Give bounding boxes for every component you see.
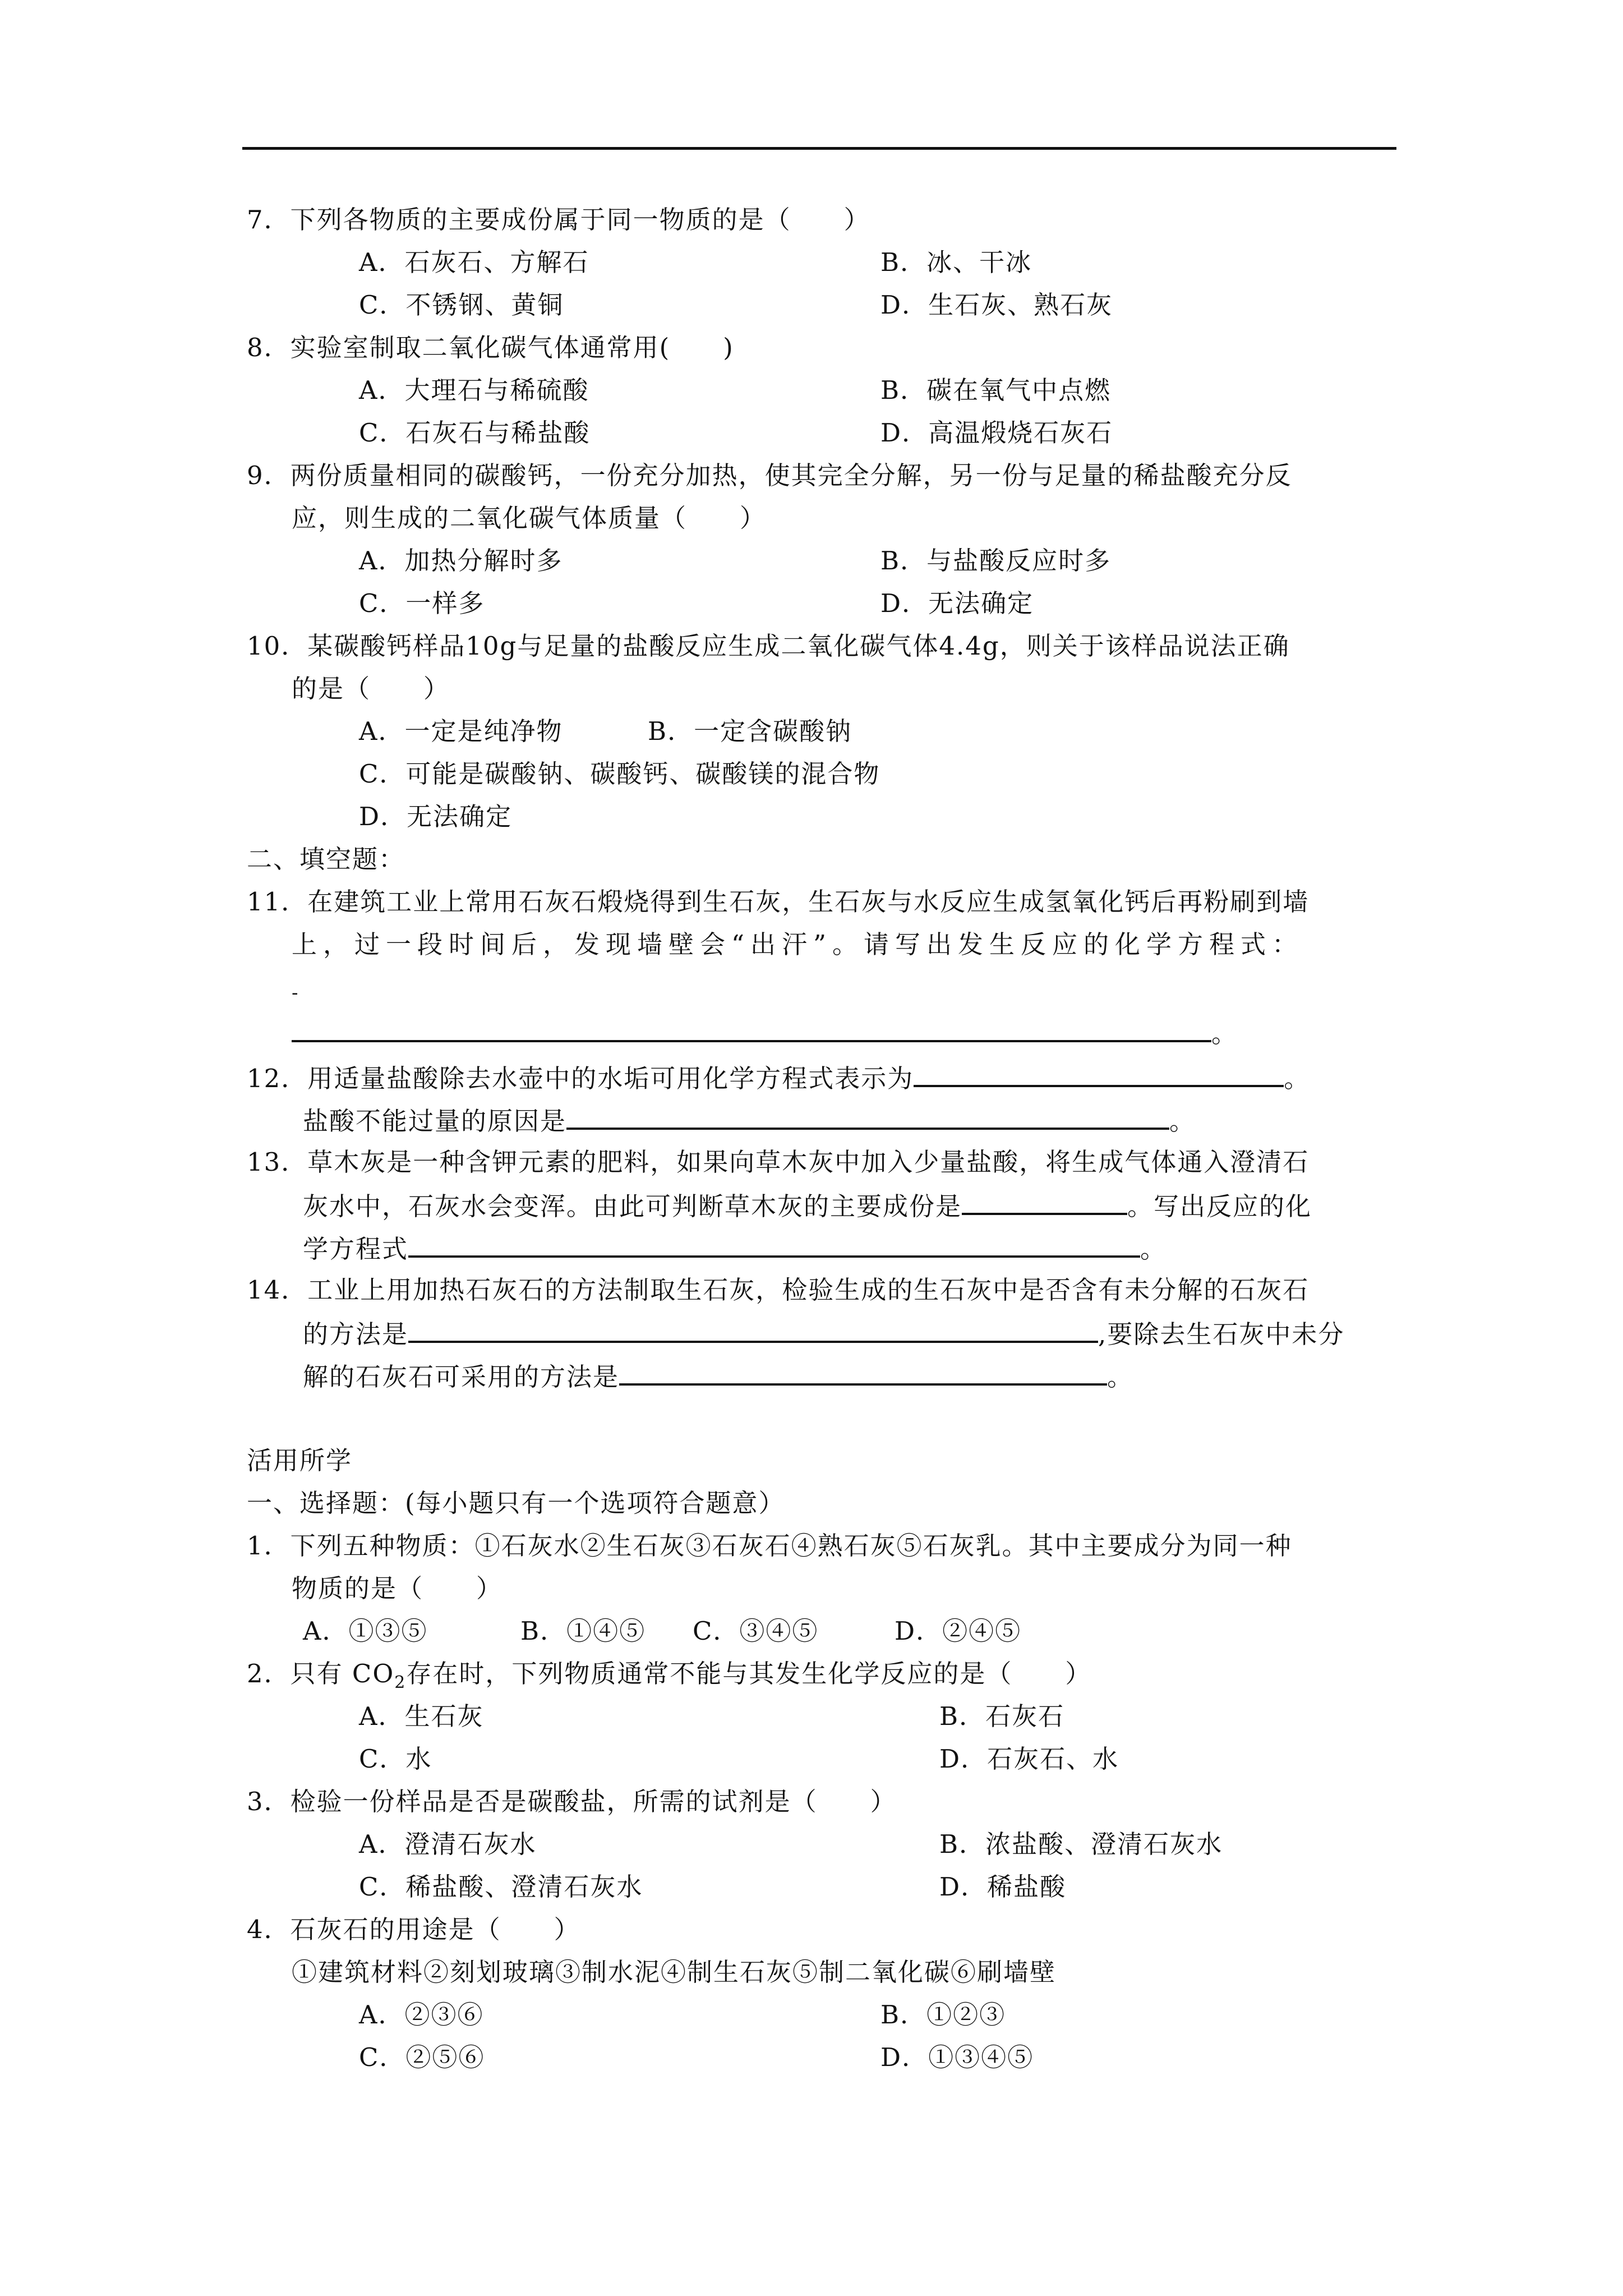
q14-line1: 14．工业上用加热石灰石的方法制取生石灰，检验生成的生石灰中是否含有未分解的石灰石 (247, 1275, 1310, 1305)
q14-text-a: 的方法是 (303, 1319, 409, 1349)
q14-line2 (303, 1316, 1344, 1351)
q11-answer-line (292, 1015, 1238, 1051)
a2-option-b: B．石灰石 (939, 1701, 1065, 1731)
a2-option-a: A．生石灰 (359, 1701, 484, 1731)
a4-items: ①建筑材料②刻划玻璃③制水泥④制生石灰⑤制二氧化碳⑥刷墙壁 (292, 1957, 1057, 1987)
q14-method-blank[interactable] (408, 1316, 1098, 1343)
q10-option-c: C．可能是碳酸钠、碳酸钙、碳酸镁的混合物 (359, 759, 880, 789)
a2-stem-pre: 2．只有 CO (247, 1659, 395, 1688)
q12-answer-blank[interactable] (914, 1060, 1284, 1087)
q10-stem-line1: 10．某碳酸钙样品10g与足量的盐酸反应生成二氧化碳气体4.4g，则关于该样品说法正确 (247, 631, 1290, 661)
q10-option-a: A．一定是纯净物 (359, 716, 563, 746)
a2-stem-post: 存在时，下列物质通常不能与其发生化学反应的是（ ） (406, 1659, 1092, 1688)
a1-line2: 物质的是（ ） (292, 1573, 503, 1603)
q12-reason-blank[interactable] (566, 1103, 1169, 1130)
a3-option-a: A．澄清石灰水 (359, 1829, 537, 1859)
q11-line1: 11．在建筑工业上常用石灰石煅烧得到生石灰，生石灰与水反应生成氢氧化钙后再粉刷到墙 (247, 887, 1310, 917)
q9-stem-line2: 应，则生成的二氧化碳气体质量（ ） (292, 503, 767, 533)
q11-dash: - (292, 982, 299, 1004)
q7-option-c: C．不锈钢、黄铜 (359, 290, 564, 320)
a4-option-d: D．①③④⑤ (880, 2042, 1034, 2072)
a2-stem (247, 1657, 1091, 1700)
a4-option-b: B．①②③ (880, 2000, 1006, 2030)
q13-line3 (303, 1231, 1166, 1266)
a3-option-b: B．浓盐酸、澄清石灰水 (939, 1829, 1223, 1859)
header-rule (242, 147, 1396, 150)
q13-text-a: 灰水中，石灰水会变浑。由此可判断草木灰的主要成份是 (303, 1191, 962, 1221)
a1-option-d: D．②④⑤ (895, 1616, 1022, 1646)
q13-period: 。 (1140, 1234, 1167, 1264)
apply-section-heading: 一、选择题：(每小题只有一个选项符合题意） (247, 1488, 785, 1518)
q12-reason-period: 。 (1169, 1106, 1196, 1136)
q8-option-c: C．石灰石与稀盐酸 (359, 418, 591, 448)
q12-line1 (247, 1060, 1310, 1096)
q8-stem: 8．实验室制取二氧化碳气体通常用( ) (247, 333, 734, 362)
a3-option-d: D．稀盐酸 (939, 1872, 1067, 1902)
q9-option-d: D．无法确定 (880, 588, 1034, 618)
fill-section-heading: 二、填空题： (247, 844, 405, 874)
q7-option-a: A．石灰石、方解石 (359, 247, 589, 277)
q13-equation-blank[interactable] (408, 1231, 1140, 1258)
q14-text-c: 解的石灰石可采用的方法是 (303, 1362, 620, 1392)
q11-answer-blank[interactable] (292, 1015, 1211, 1042)
q10-option-d: D．无法确定 (359, 802, 513, 831)
q8-option-b: B．碳在氧气中点燃 (880, 375, 1112, 405)
q12-reason-text: 盐酸不能过量的原因是 (303, 1106, 567, 1136)
a1-option-a: A．①③⑤ (303, 1616, 428, 1646)
q11-period: 。 (1211, 1019, 1238, 1048)
q7-stem: 7．下列各物质的主要成份属于同一物质的是（ ） (247, 205, 870, 234)
q14-removal-blank[interactable] (619, 1359, 1107, 1386)
q9-stem-line1: 9．两份质量相同的碳酸钙，一份充分加热，使其完全分解，另一份与足量的稀盐酸充分反 (247, 461, 1292, 490)
q10-option-b: B．一定含碳酸钠 (648, 716, 852, 746)
a3-stem: 3．检验一份样品是否是碳酸盐，所需的试剂是（ ） (247, 1787, 897, 1816)
q14-text-b: ,要除去生石灰中未分 (1098, 1319, 1345, 1349)
a4-option-a: A．②③⑥ (359, 2000, 484, 2030)
q7-option-b: B．冰、干冰 (880, 247, 1032, 277)
a1-option-c: C．③④⑤ (693, 1616, 819, 1646)
q12-line2 (303, 1103, 1196, 1138)
q8-option-d: D．高温煅烧石灰石 (880, 418, 1113, 448)
q12-period: 。 (1284, 1064, 1311, 1093)
q13-text-c: 学方程式 (303, 1234, 409, 1264)
a2-option-c: C．水 (359, 1744, 432, 1774)
q9-option-a: A．加热分解时多 (359, 546, 563, 576)
q13-text-b: 。写出反应的化 (1127, 1191, 1312, 1221)
q9-option-c: C．一样多 (359, 588, 485, 618)
q14-period: 。 (1107, 1362, 1134, 1392)
q8-option-a: A．大理石与稀硫酸 (359, 375, 589, 405)
a4-stem: 4．石灰石的用途是（ ） (247, 1915, 580, 1944)
apply-section-title: 活用所学 (247, 1446, 353, 1475)
q14-line3 (303, 1359, 1133, 1394)
q7-option-d: D．生石灰、熟石灰 (880, 290, 1113, 320)
q12-text: 12．用适量盐酸除去水壶中的水垢可用化学方程式表示为 (247, 1064, 914, 1093)
q9-option-b: B．与盐酸反应时多 (880, 546, 1112, 576)
q10-stem-line2: 的是（ ） (292, 674, 450, 703)
q13-line2 (303, 1188, 1312, 1223)
q13-line1: 13．草木灰是一种含钾元素的肥料，如果向草木灰中加入少量盐酸，将生成气体通入澄清石 (247, 1147, 1310, 1177)
a4-option-c: C．②⑤⑥ (359, 2042, 485, 2072)
a3-option-c: C．稀盐酸、澄清石灰水 (359, 1872, 643, 1902)
a1-line1: 1．下列五种物质：①石灰水②生石灰③石灰石④熟石灰⑤石灰乳。其中主要成分为同一种 (247, 1531, 1292, 1561)
a2-option-d: D．石灰石、水 (939, 1744, 1119, 1774)
q11-line2: 上，过一段时间后，发现墙壁会“出汗”。请写出发生反应的化学方程式： (292, 930, 1304, 959)
a2-stem-sub: 2 (394, 1673, 407, 1692)
a1-option-b: B．①④⑤ (520, 1616, 646, 1646)
q13-component-blank[interactable] (962, 1188, 1127, 1215)
